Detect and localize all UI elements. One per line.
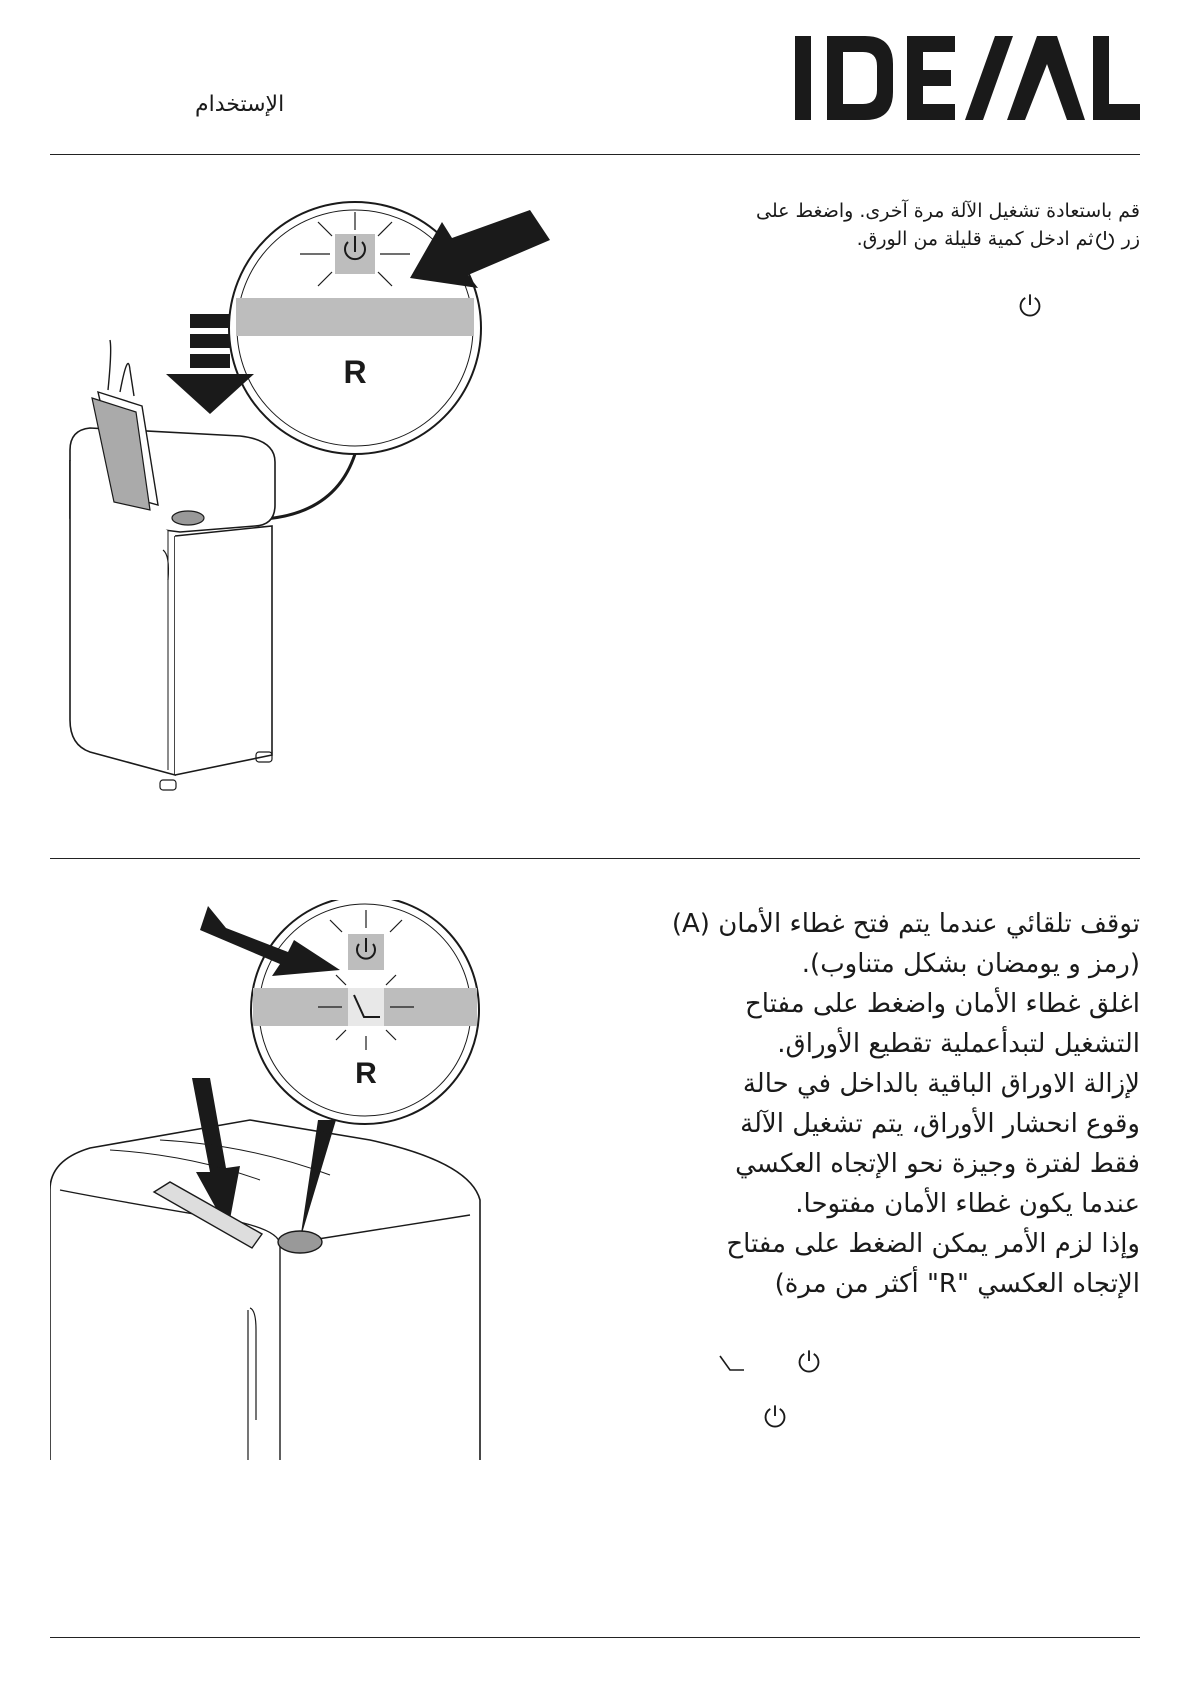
ideal-logo: [795, 34, 1140, 122]
section2-line: الإتجاه العكسي "R" أكثر من مرة): [774, 1269, 1140, 1299]
power-icon: [762, 1403, 788, 1429]
section2-line: وإذا لزم الأمر يمكن الضغط على مفتاح: [726, 1229, 1140, 1259]
section1-line-1: قم باستعادة تشغيل الآلة مرة آخرى. واضغط على: [755, 200, 1140, 222]
power-icon: [796, 1348, 822, 1374]
section2-line: عندما يكون غطاء الأمان مفتوحا.: [795, 1189, 1140, 1219]
section2-line: (رمز و يومضان بشكل متناوب).: [801, 949, 1140, 979]
section2-line: توقف تلقائي عندما يتم فتح غطاء الأمان (A): [671, 909, 1140, 939]
reverse-key-label: R: [343, 354, 367, 390]
section2-line: التشغيل لتبدأعملية تقطيع الأوراق.: [777, 1029, 1140, 1059]
cover-open-icon: [716, 1352, 746, 1374]
reverse-key-label: R: [355, 1057, 377, 1090]
section2-line: لإزالة الاوراق الباقية بالداخل في حالة: [742, 1069, 1140, 1099]
shredder-feeding-illustration: [50, 200, 570, 820]
section1-line-2: زر ثم ادخل كمية قليلة من الورق.: [856, 228, 1140, 250]
section2-instructions: [670, 904, 1140, 1304]
section2-line: وقوع انحشار الأوراق، يتم تشغيل الآلة: [740, 1109, 1140, 1139]
header-divider: [50, 154, 1140, 155]
power-icon: [1017, 292, 1043, 318]
power-icon: [1094, 229, 1116, 251]
footer-divider: [50, 1637, 1140, 1638]
section-divider: [50, 858, 1140, 859]
section-title: الإستخدام: [195, 92, 285, 117]
section2-line: فقط لفترة وجيزة نحو الإتجاه العكسي: [735, 1149, 1140, 1179]
section2-line: اغلق غطاء الأمان واضغط على مفتاح: [744, 989, 1140, 1019]
shredder-cover-open-illustration: [50, 900, 570, 1480]
section1-instructions: [720, 197, 1140, 253]
